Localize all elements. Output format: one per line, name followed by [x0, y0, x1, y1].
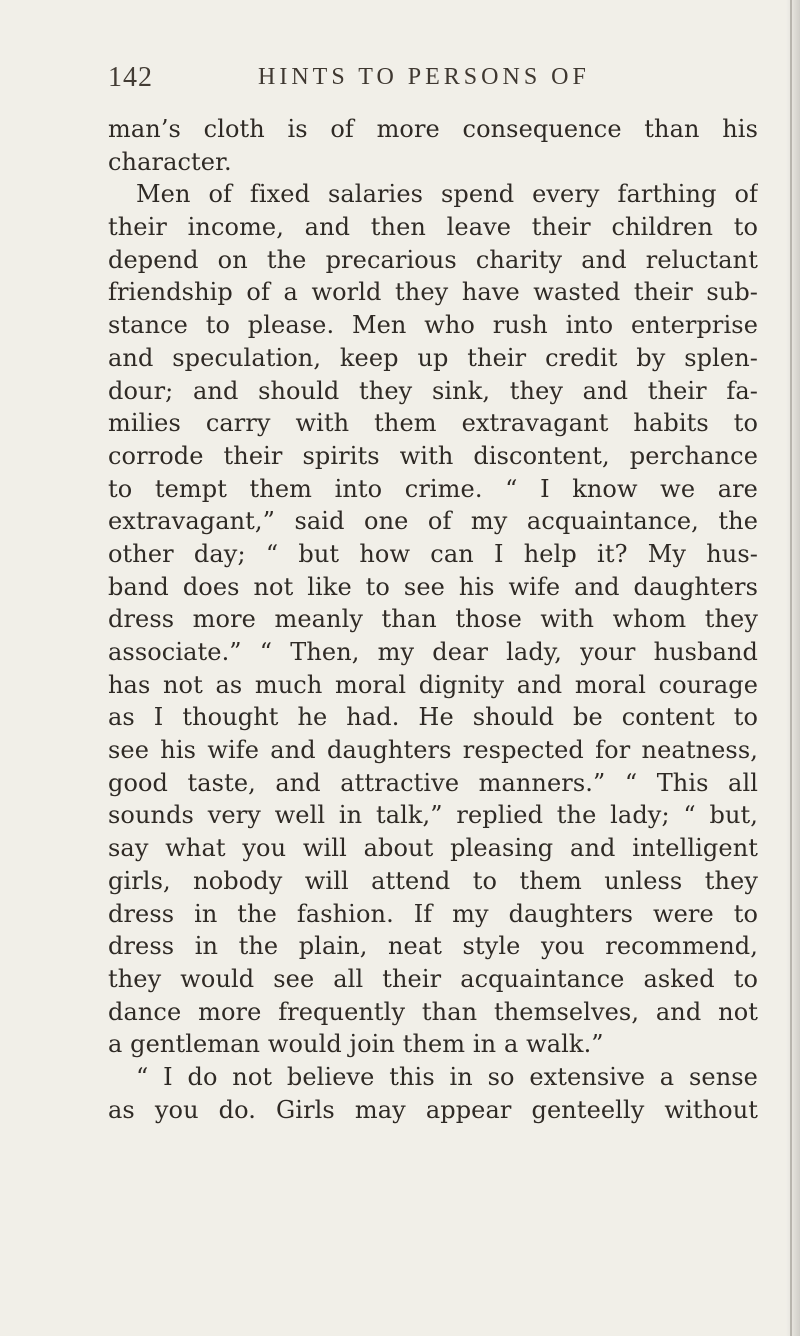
- page-edge-shadow: [786, 0, 800, 1336]
- text-line: friendship of a world they have wasted their sub-: [108, 278, 758, 307]
- text-line: they would see all their acquaintance asked to: [108, 964, 758, 993]
- text-line: milies carry with them extravagant habits to: [108, 409, 758, 438]
- text-line: see his wife and daughters respected for neatness,: [108, 736, 758, 765]
- text-line: a gentleman would join them in a walk.”: [108, 1030, 604, 1059]
- text-line: other day; “ but how can I help it? My hus-: [108, 539, 758, 568]
- text-line: sounds very well in talk,” replied the lady; “ but,: [108, 801, 758, 830]
- text-line: and speculation, keep up their credit by splen-: [108, 343, 758, 372]
- running-head: HINTS TO PERSONS OF: [258, 64, 590, 90]
- page-header: [108, 62, 758, 96]
- text-line: man’s cloth is of more consequence than his: [108, 115, 758, 143]
- text-line: girls, nobody will attend to them unless they: [108, 866, 758, 895]
- text-line: say what you will about pleasing and intelligent: [108, 834, 758, 863]
- text-line: as I thought he had. He should be content to: [108, 703, 758, 732]
- text-line: their income, and then leave their children to: [108, 213, 758, 242]
- text-line: associate.” “ Then, my dear lady, your husband: [108, 638, 758, 666]
- body-text: [108, 113, 758, 1126]
- text-line: depend on the precarious charity and reluctant: [108, 245, 758, 274]
- text-line: as you do. Girls may appear genteelly without: [108, 1095, 758, 1124]
- text-line: band does not like to see his wife and daughters: [108, 572, 758, 601]
- text-line: character.: [108, 147, 232, 176]
- text-line: stance to please. Men who rush into enterprise: [108, 311, 758, 340]
- text-line: good taste, and attractive manners.” “ This all: [108, 768, 758, 797]
- text-line: dress in the fashion. If my daughters were to: [108, 899, 758, 928]
- text-line: corrode their spirits with discontent, perchance: [108, 441, 758, 470]
- text-line: Men of fixed salaries spend every farthing of: [136, 180, 758, 209]
- text-line: has not as much moral dignity and moral courage: [108, 670, 758, 699]
- page-edge-line: [790, 0, 792, 1336]
- text-line: “ I do not believe this in so extensive a sense: [136, 1062, 758, 1091]
- text-line: dour; and should they sink, they and their fa-: [108, 376, 758, 405]
- text-line: dress in the plain, neat style you recommend,: [108, 932, 758, 961]
- text-line: dress more meanly than those with whom they: [108, 605, 758, 634]
- text-line: dance more frequently than themselves, and not: [108, 997, 758, 1026]
- text-line: to tempt them into crime. “ I know we are: [108, 474, 758, 503]
- text-line: extravagant,” said one of my acquaintance, the: [108, 507, 758, 536]
- page-number: 142: [108, 62, 153, 93]
